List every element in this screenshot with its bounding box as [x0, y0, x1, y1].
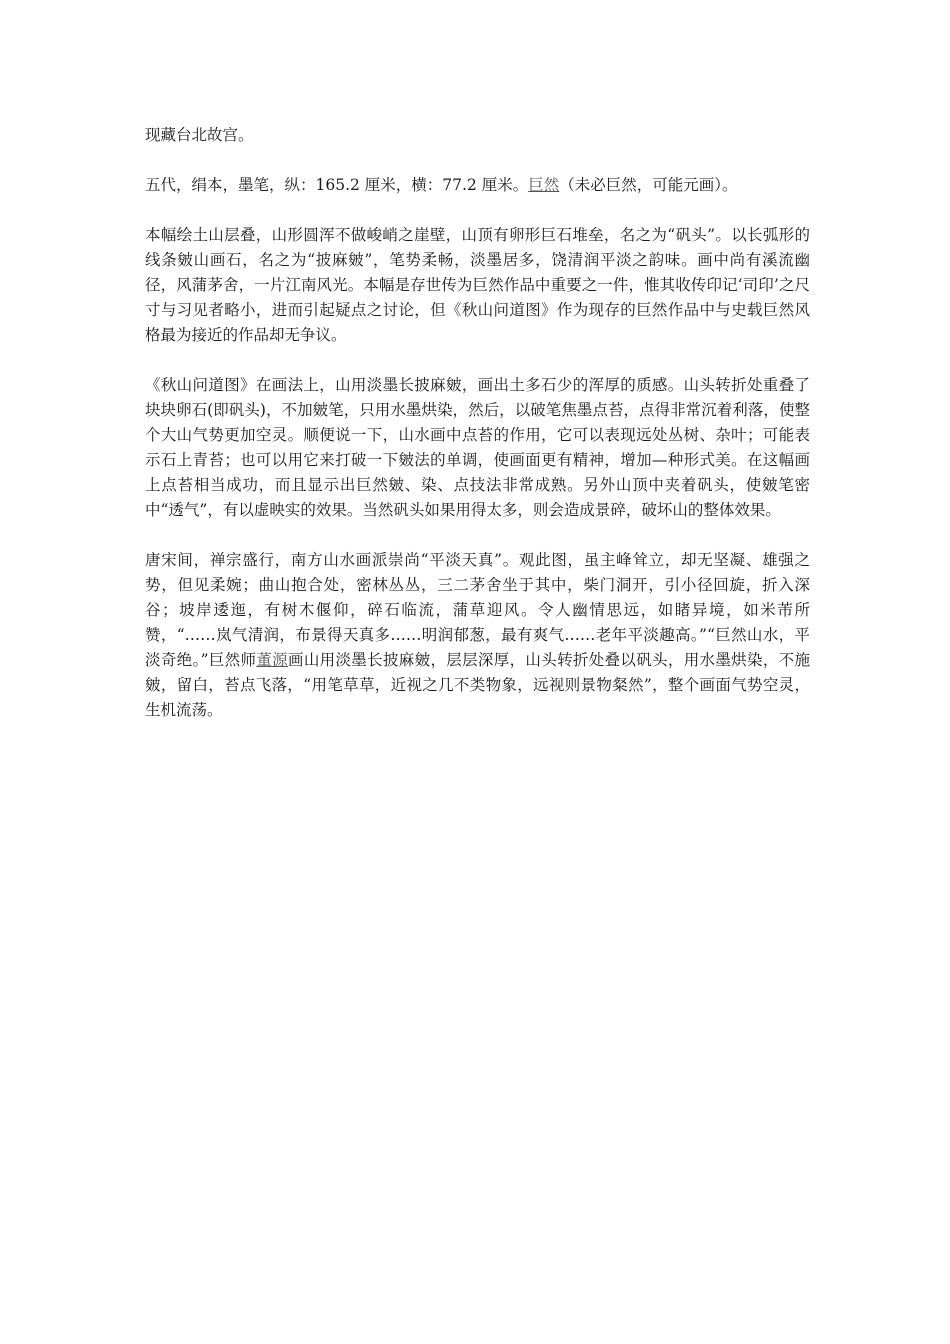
technique-text: 《秋山问道图》在画法上，山用淡墨长披麻皴，画出土多石少的浑厚的质感。山头转折处重叠了块块卵石(即矾头)，不加皴笔，只用水墨烘染，然后，以破笔焦墨点苔，点得非常沉着利落，使整个大山气势更加空灵。顺便说一下，山水画中点苔的作用，它可以表现远处丛树、杂叶；可能表示石上青苔；也可以用它来打破一下皴法的单调，使画面更有精神，增加—种形式美。在这幅画上点苔相当成功，而且显示出巨然皴、染、点技法非常成熟。另外山顶中夹着矾头，使皴笔密中“透气”，有以虚映实的效果。当然矾头如果用得太多，则会造成景碎，破坏山的整体效果。 [145, 376, 810, 519]
document-body [145, 123, 810, 748]
collection-text: 现藏台北故宫。 [145, 126, 254, 144]
context-text-before: 唐宋间，禅宗盛行，南方山水画派崇尚“平淡天真”。观此图，虽主峰耸立，却无坚凝、雄强之势，但见柔婉；曲山抱合处，密林丛丛，三二茅舍坐于其中，柴门洞开，引小径回旋，折入深谷；坡岸逶迤，有树木偃仰，碎石临流，蒲草迎风。令人幽情思远，如睹异境，如米芾所赞，“……岚气清润，布景得天真多……明润郁葱，最有爽气……老年平淡趣高。”“巨然山水，平淡奇绝。”巨然师 [145, 551, 810, 669]
description-paragraph [145, 223, 810, 348]
attribution-note: （未必巨然，可能元画）。 [559, 176, 738, 194]
specification-paragraph [145, 173, 810, 198]
context-text-after: 画山用淡墨长披麻皴，层层深厚，山头转折处叠以矾头，用水墨烘染，不施皴，留白，苔点飞落，“用笔草草，近视之几不类物象，远视则景物粲然”，整个画面气势空灵，生机流荡。 [145, 651, 810, 719]
collection-paragraph [145, 123, 810, 148]
technique-paragraph [145, 373, 810, 523]
context-paragraph [145, 548, 810, 723]
specification-text: 五代，绢本，墨笔，纵：165.2 厘米，横：77.2 厘米。 [145, 176, 529, 194]
description-text: 本幅绘土山层叠，山形圆浑不做峻峭之崖壁，山顶有卵形巨石堆垒，名之为“矾头”。以长弧形的线条皴山画石，名之为“披麻皴”，笔势柔畅，淡墨居多，饶清润平淡之韵味。画中尚有溪流幽径，风蒲茅舍，一片江南风光。本幅是存世传为巨然作品中重要之一件，惟其收传印记‘司印’之尺寸与习见者略小，进而引起疑点之讨论，但《秋山问道图》作为现存的巨然作品中与史载巨然风格最为接近的作品却无争议。 [145, 226, 810, 344]
link-dongyuan[interactable]: 董源 [256, 651, 288, 669]
link-juran[interactable]: 巨然 [528, 176, 560, 194]
